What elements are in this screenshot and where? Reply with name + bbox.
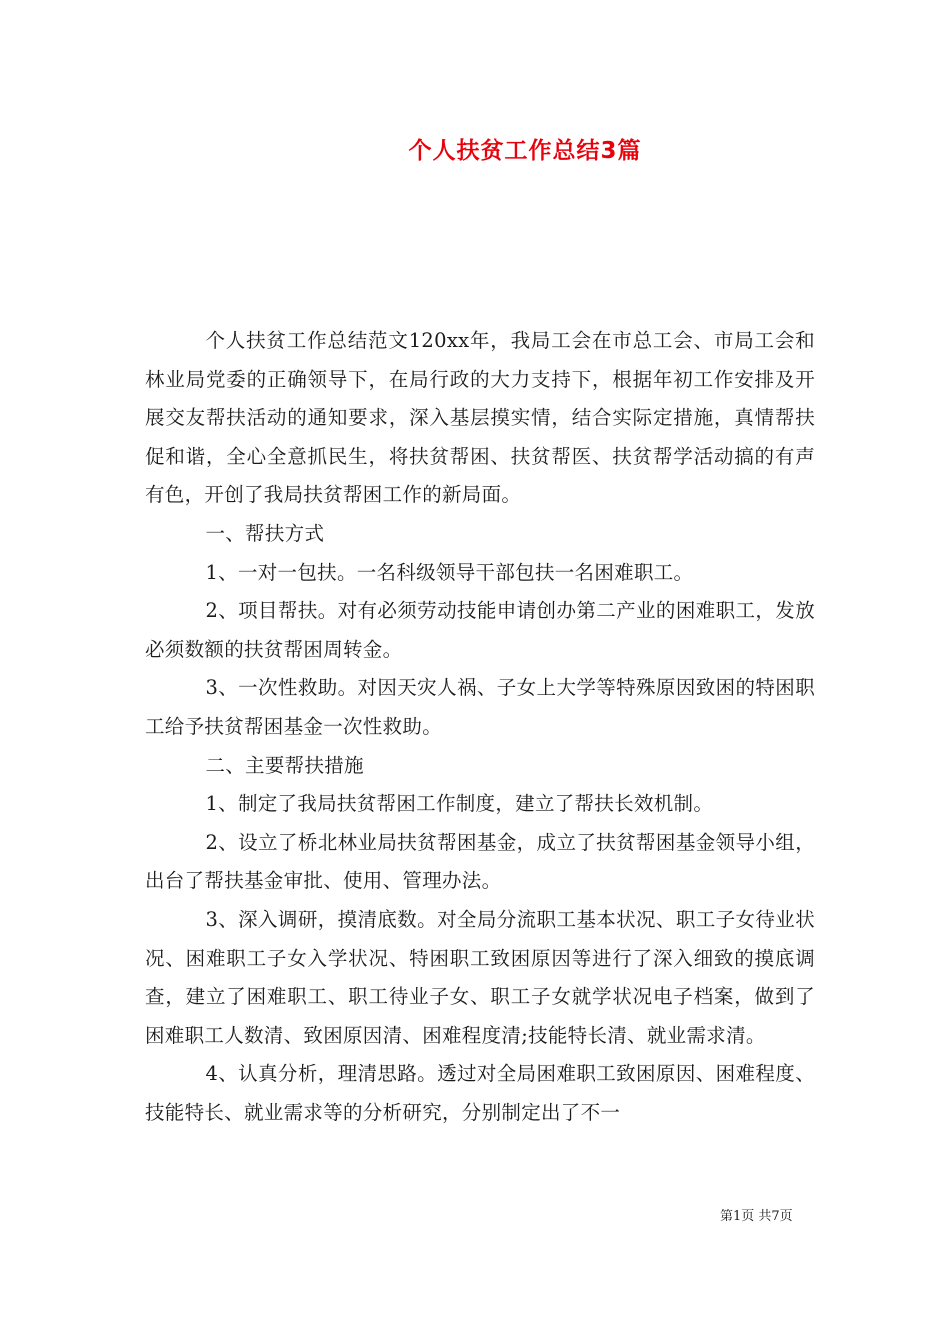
paragraph-intro: 个人扶贫工作总结范文120xx年，我局工会在市总工会、市局工会和林业局党委的正确领导下，在局行政的大力支持下，根据年初工作安排及开展交友帮扶活动的通知要求，深入基层摸实情，结合实际定措施，真情帮扶促和谐，全心全意抓民生，将扶贫帮困、扶贫帮医、扶贫帮学活动搞的有声有色，开创了我局扶贫帮困工作的新局面。 [145,329,815,507]
document-body [145,322,815,1132]
paragraph-item: 4、认真分析，理清思路。透过对全局困难职工致困原因、困难程度、技能特长、就业需求等的分析研究，分别制定出了不一 [145,1062,815,1124]
section-heading-1: 一、帮扶方式 [205,521,325,545]
paragraph-item: 3、深入调研，摸清底数。对全局分流职工基本状况、职工子女待业状况、困难职工子女入学状况、特困职工致困原因等进行了深入细致的摸底调查，建立了困难职工、职工待业子女、职工子女就学状况电子档案，做到了困难职工人数清、致困原因清、困难程度清;技能特长清、就业需求清。 [145,907,815,1047]
paragraph-item: 2、项目帮扶。对有必须劳动技能申请创办第二产业的困难职工，发放必须数额的扶贫帮困周转金。 [145,599,815,661]
section-heading-2: 二、主要帮扶措施 [205,753,364,777]
page-footer: 第1页 共7页 [720,1209,793,1224]
paragraph-item: 2、设立了桥北林业局扶贫帮困基金，成立了扶贫帮困基金领导小组，出台了帮扶基金审批、使用、管理办法。 [145,830,815,893]
paragraph-item: 3、一次性救助。对因天灾人祸、子女上大学等特殊原因致困的特困职工给予扶贫帮困基金一次性救助。 [145,676,815,738]
paragraph-item: 1、制定了我局扶贫帮困工作制度，建立了帮扶长效机制。 [205,792,714,816]
paragraph-item: 1、一对一包扶。一名科级领导干部包扶一名困难职工。 [205,560,694,584]
document-title: 个人扶贫工作总结3篇 [408,138,642,164]
